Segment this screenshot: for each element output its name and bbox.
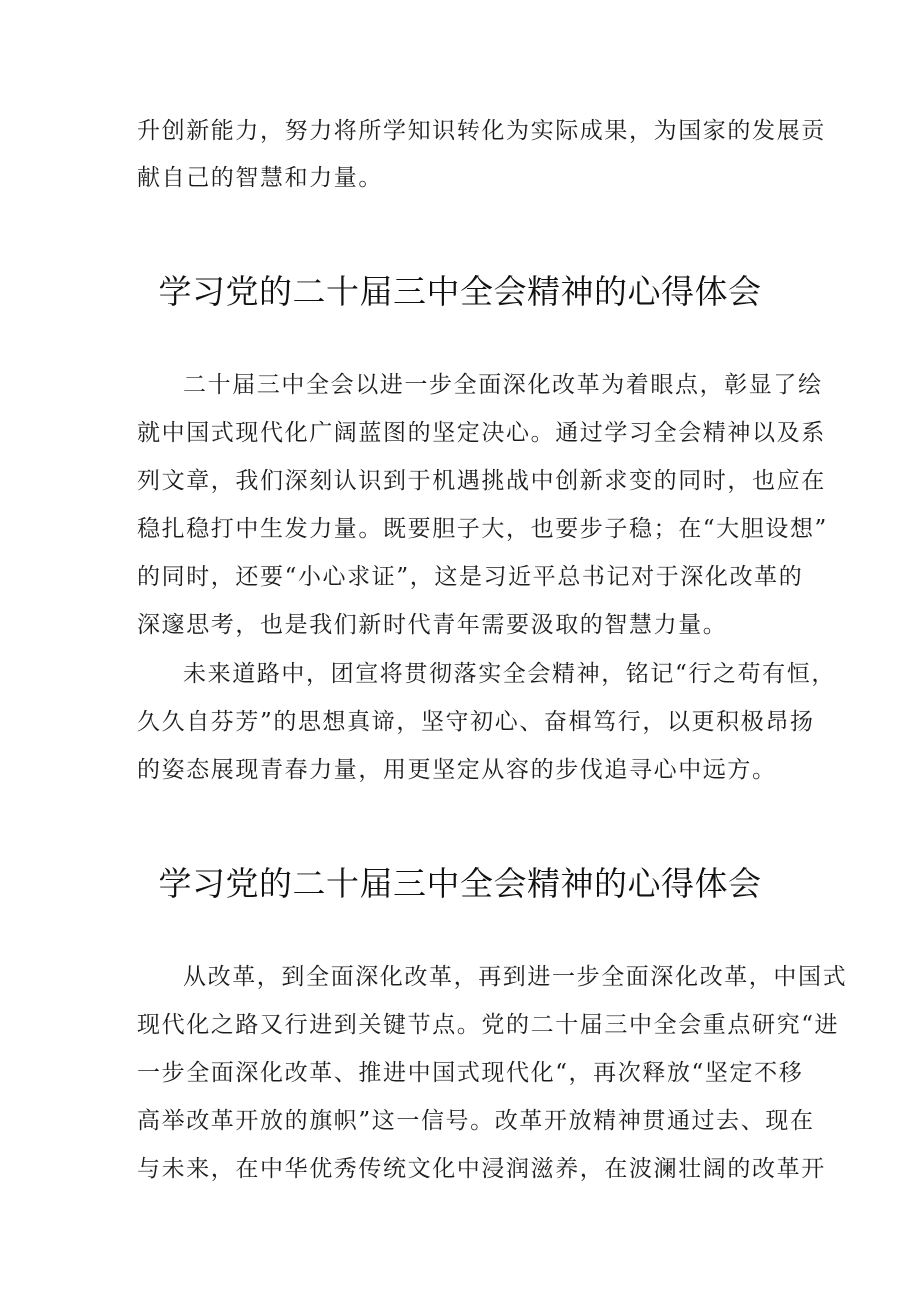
section-1-para-2-line-2: 久久自芬芳”的思想真谛，坚守初心、奋楫笃行，以更积极昂扬	[137, 709, 815, 735]
section-1-para-2-line-3: 的姿态展现青春力量，用更坚定从容的步伐追寻心中远方。	[137, 757, 777, 783]
section-1-para-1-line-6: 深邃思考，也是我们新时代青年需要汲取的智慧力量。	[137, 612, 728, 638]
section-1-para-1-line-2: 就中国式现代化广阔蓝图的坚定决心。通过学习全会精神以及系	[137, 420, 826, 446]
section-1-para-2-line-1: 未来道路中，团宣将贯彻落实全会精神，铭记“行之苟有恒，	[183, 661, 836, 687]
section-1-para-1-line-3: 列文章，我们深刻认识到于机遇挑战中创新求变的同时，也应在	[137, 468, 826, 494]
section-2-para-1-line-1: 从改革，到全面深化改革，再到进一步全面深化改革，中国式	[183, 964, 848, 990]
fragment-line-1: 升创新能力，努力将所学知识转化为实际成果，为国家的发展贡	[137, 118, 826, 144]
section-1-title: 学习党的二十届三中全会精神的心得体会	[158, 272, 762, 311]
section-2-para-1-line-5: 与未来，在中华优秀传统文化中浸润滋养，在波澜壮阔的改革开	[137, 1156, 826, 1182]
section-2-para-1-line-4: 高举改革开放的旗帜”这一信号。改革开放精神贯通过去、现在	[137, 1108, 815, 1134]
section-1-para-1-line-4: 稳扎稳打中生发力量。既要胆子大，也要步子稳；在“大胆设想”	[137, 516, 828, 542]
section-2-para-1-line-2: 现代化之路又行进到关键节点。党的二十届三中全会重点研究“进	[137, 1012, 840, 1038]
section-2-para-1-line-3: 一步全面深化改革、推进中国式现代化“，再次释放“坚定不移	[137, 1060, 804, 1086]
section-1-para-1-line-5: 的同时，还要“小心求证”，这是习近平总书记对于深化改革的	[137, 564, 804, 590]
section-2-title: 学习党的二十届三中全会精神的心得体会	[158, 864, 762, 903]
fragment-line-2: 献自己的智慧和力量。	[137, 165, 383, 191]
section-1-para-1-line-1: 二十届三中全会以进一步全面深化改革为着眼点，彰显了绘	[183, 372, 823, 398]
